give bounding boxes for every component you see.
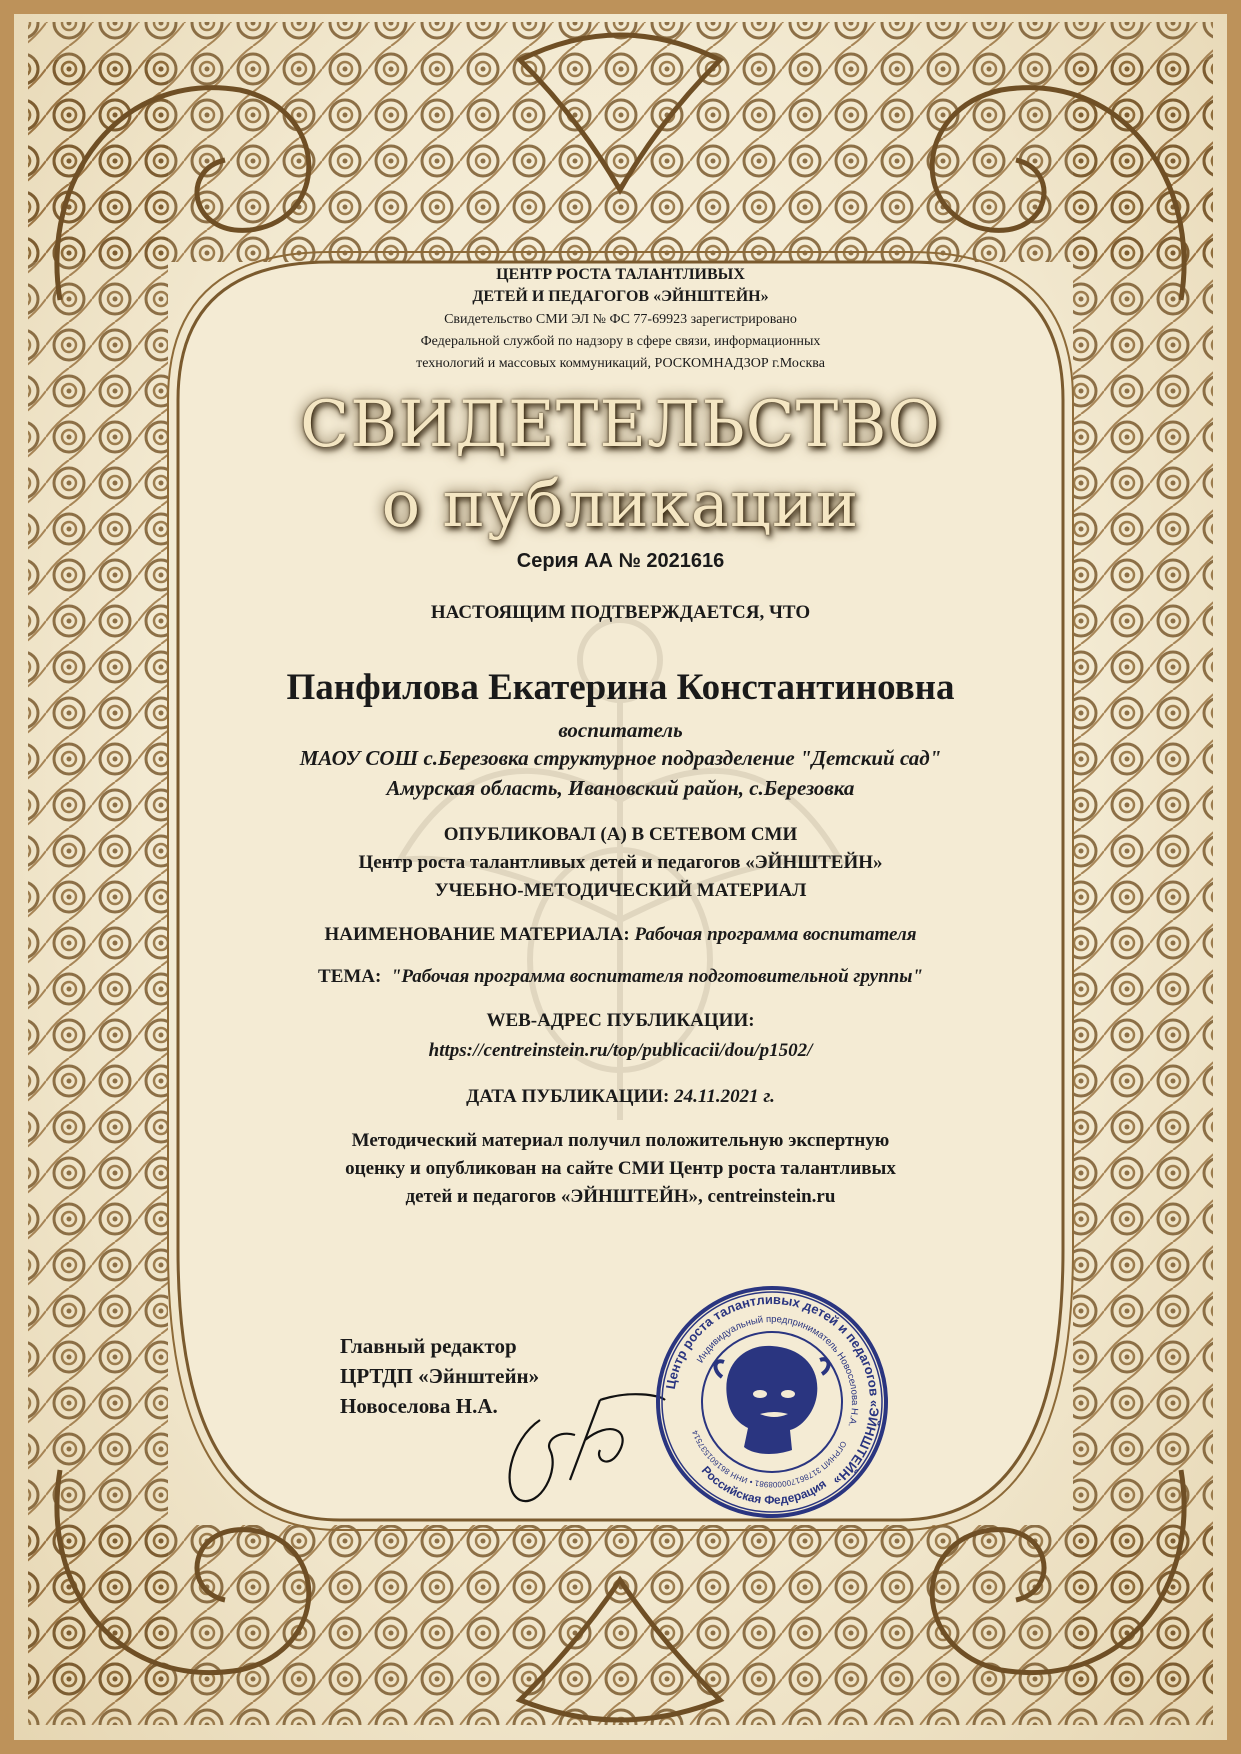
confirmation-text: НАСТОЯЩИМ ПОДТВЕРЖДАЕТСЯ, ЧТО (430, 602, 811, 623)
person-position: воспитатель (558, 718, 683, 742)
editor-role: Главный редактор (340, 1334, 517, 1358)
material-title-row (0, 924, 1241, 946)
registration-line3: технологий и массовых коммуникаций, РОСКОМНАДЗОР г.Москва (416, 356, 825, 371)
topic-row (0, 966, 1241, 988)
org-name-line2: ДЕТЕЙ И ПЕДАГОГОВ «ЭЙНШТЕЙН» (472, 288, 769, 305)
series-number: Серия АА № 2021616 (516, 550, 725, 572)
registration-line2: Федеральной службой по надзору в сфере связи, информационных (420, 334, 821, 349)
einstein-portrait-icon (715, 1346, 828, 1454)
certificate-subtitle: о публикации (381, 468, 860, 542)
person-organization: МАОУ СОШ с.Березовка структурное подразделение "Детский сад" (299, 746, 942, 770)
person-location: Амурская область, Ивановский район, с.Березовка (386, 776, 855, 800)
summary-line3: детей и педагогов «ЭЙНШТЕЙН», centreinstein.ru (405, 1186, 836, 1207)
summary-line1: Методический материал получил положительную экспертную (351, 1130, 890, 1151)
web-address-link[interactable]: https://centreinstein.ru/top/publicacii/dou/p1502/ (428, 1040, 813, 1061)
certificate-title: СВИДЕТЕЛЬСТВО (300, 388, 941, 462)
topic-value: "Рабочая программа воспитателя подготовительной группы" (390, 966, 923, 987)
published-in-label: ОПУБЛИКОВАЛ (А) В СЕТЕВОМ СМИ (443, 824, 798, 845)
seal-ids-text: ОГРНИП 317861700008981 • ИНН 861601537514 (690, 1428, 849, 1490)
seal-inner-text: Индивидуальный предприниматель Новоселова Н.А. (694, 1313, 861, 1429)
topic-label: ТЕМА: (318, 966, 382, 987)
org-name-line1: ЦЕНТР РОСТА ТАЛАНТЛИВЫХ (496, 266, 745, 283)
handwritten-signature (500, 1380, 670, 1510)
editor-org: ЦРТДП «Эйнштейн» (340, 1364, 540, 1388)
material-type: УЧЕБНО-МЕТОДИЧЕСКИЙ МАТЕРИАЛ (434, 880, 807, 901)
registration-line1: Свидетельство СМИ ЭЛ № ФС 77-69923 зарегистрировано (444, 312, 797, 327)
seal-outer-text: Центр роста талантливых детей и педагогов «ЭЙНШТЕЙН» (662, 1291, 883, 1489)
editor-name: Новоселова Н.А. (340, 1394, 498, 1418)
date-value: 24.11.2021 г. (674, 1086, 775, 1107)
person-name: Панфилова Екатерина Константиновна (286, 667, 955, 708)
date-label: ДАТА ПУБЛИКАЦИИ: (466, 1086, 670, 1107)
material-label: НАИМЕНОВАНИЕ МАТЕРИАЛА: (324, 924, 630, 945)
summary-line2: оценку и опубликован на сайте СМИ Центр роста талантливых (345, 1158, 896, 1179)
seal-country-text: Российская Федерация (698, 1463, 829, 1508)
media-name: Центр роста талантливых детей и педагогов «ЭЙНШТЕЙН» (358, 852, 883, 873)
material-value: Рабочая программа воспитателя (634, 924, 917, 945)
web-address-label: WEB-АДРЕС ПУБЛИКАЦИИ: (486, 1010, 755, 1031)
official-seal (652, 1282, 892, 1522)
publication-date-row (0, 1086, 1241, 1108)
